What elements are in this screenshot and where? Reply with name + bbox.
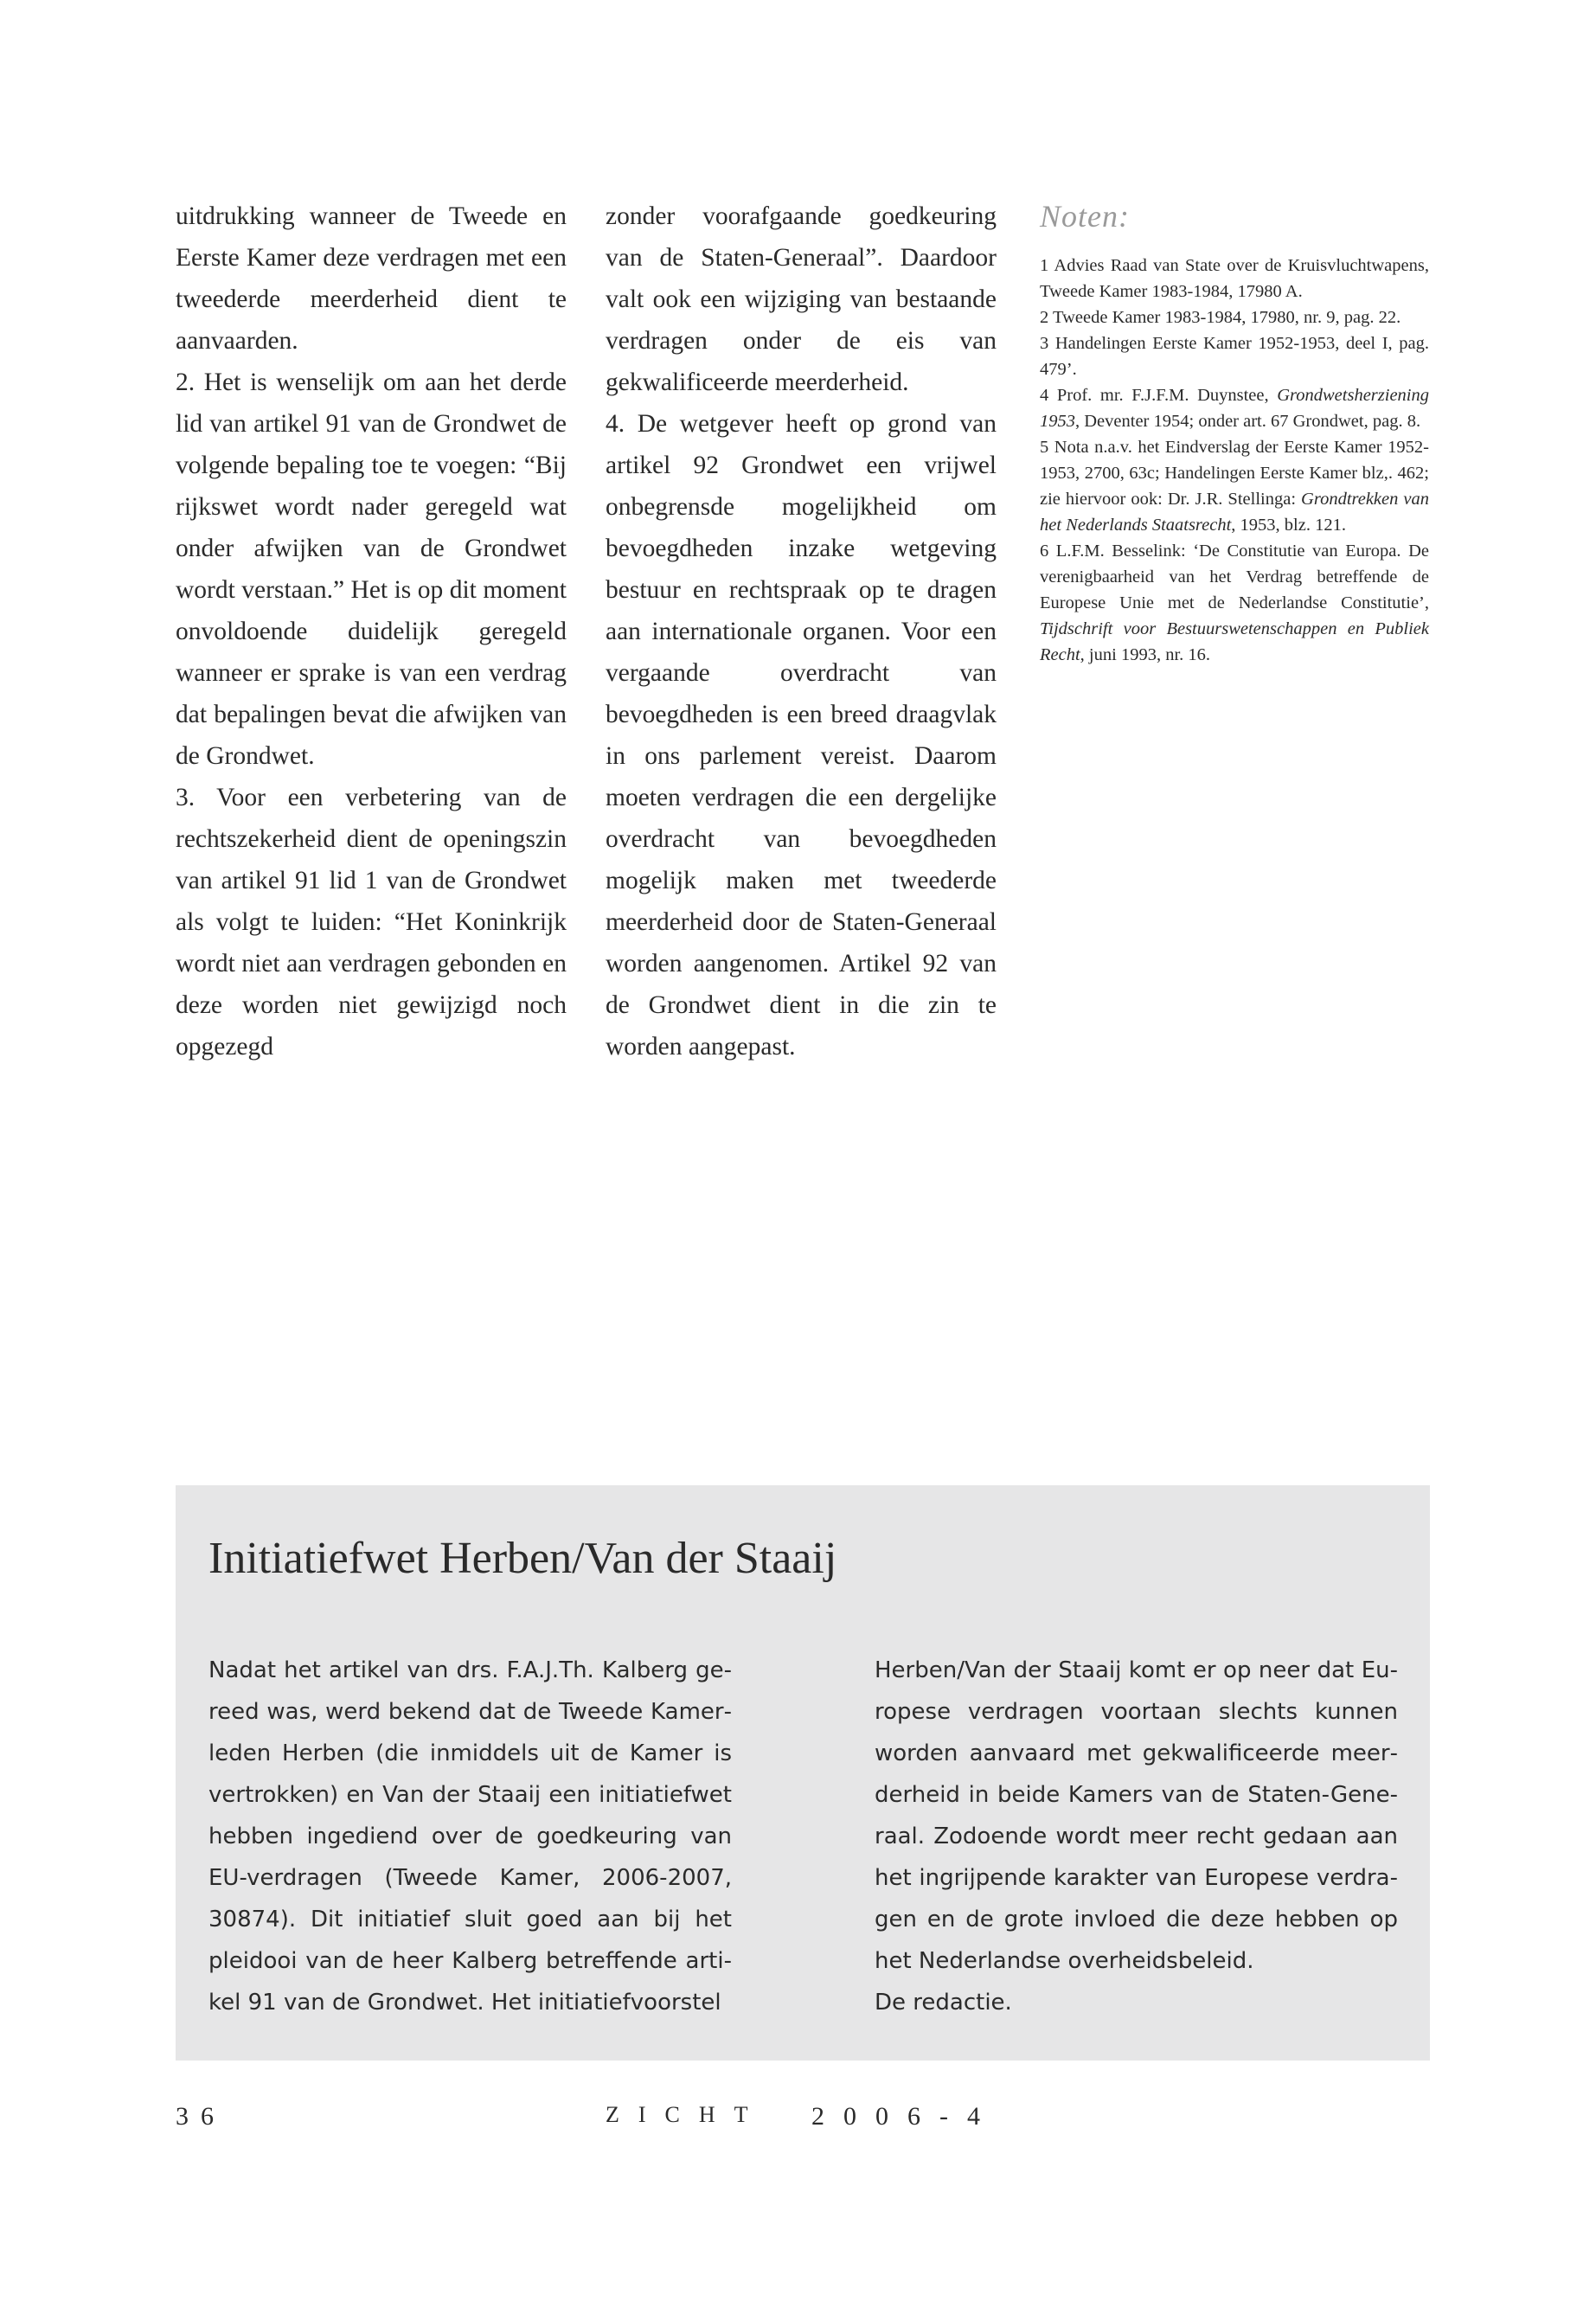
notes-section xyxy=(1040,195,1429,668)
note-item: 6 L.F.M. Besselink: ‘De Constitutie van Europa. De verenigbaarheid van het Verdrag betreffende de Europese Unie met de Nederlandse Constitutie’, Tijdschrift voor Bestuurswetenschappen en Publiek Recht, juni 1993, nr. 16. xyxy=(1040,542,1429,664)
note-item: 2 Tweede Kamer 1983-1984, 17980, nr. 9, pag. 22. xyxy=(1040,308,1401,327)
signature: De redactie. xyxy=(875,1990,1012,2016)
page-number: 36 xyxy=(176,2102,226,2131)
article-column-2 xyxy=(606,195,997,1067)
paragraph: Herben/Van der Staaij komt er op neer dat Europese verdragen voortaan slechts kunnen worden aanvaard met gekwalificeerde meerderheid in beide Kamers van de Staten-Generaal. Zodoende wordt meer recht gedaan aan het ingrijpende karakter van Europese verdragen en de grote invloed die deze hebben op het Nederlandse overheidsbeleid. xyxy=(875,1657,1398,1974)
note-item: 1 Advies Raad van State over de Kruisvluchtwapens, Tweede Kamer 1983-1984, 17980 A. xyxy=(1040,256,1429,301)
paragraph: 2. Het is wenselijk om aan het derde lid van artikel 91 van de Grondwet de volgende bepaling toe te voegen: “Bij rijkswet wordt nader geregeld wat onder afwijken van de Grondwet wordt verstaan.” Het is op dit moment onvoldoende duidelijk geregeld wanneer er sprake is van een verdrag dat bepalingen bevat die afwijken van de Grondwet. xyxy=(176,369,567,770)
box-title: Initiatiefwet Herben/Van der Staaij xyxy=(208,1534,837,1583)
note-item: 5 Nota n.a.v. het Eindverslag der Eerste Kamer 1952-1953, 2700, 63c; Handelingen Eerste Kamer blz,. 462; zie hiervoor ook: Dr. J.R. Stellinga: Grondtrekken van het Nederlands Staatsrecht, 1953, blz. 121. xyxy=(1040,438,1429,535)
paragraph: 4. De wetgever heeft op grond van artikel 92 Grondwet een vrijwel onbegrensde mogelijkheid om bevoegdheden inzake wetgeving bestuur en rechtspraak op te dragen aan internationale organen. Voor een vergaande overdracht van bevoegdheden is een breed draagvlak in ons parlement vereist. Daarom moeten verdragen die een dergelijke overdracht van bevoegdheden mogelijk maken met tweederde meerderheid door de Staten-Generaal worden aangenomen. Artikel 92 van de Grondwet dient in die zin te worden aangepast. xyxy=(606,410,997,1061)
paragraph: uitdrukking wanneer de Tweede en Eerste Kamer deze verdragen met een tweederde meerderheid dient te aanvaarden. xyxy=(176,202,567,355)
box-column-right xyxy=(875,1650,1398,2023)
notes-heading: Noten: xyxy=(1040,199,1130,234)
journal-issue: 2006-4 xyxy=(811,2102,999,2131)
journal-name: ZICHT xyxy=(606,2102,767,2127)
note-item: 4 Prof. mr. F.J.F.M. Duynstee, Grondwetsherziening 1953, Deventer 1954; onder art. 67 Grondwet, pag. 8. xyxy=(1040,386,1429,431)
paragraph: Nadat het artikel van drs. F.A.J.Th. Kalberg gereed was, werd bekend dat de Tweede Kamerleden Herben (die inmiddels uit de Kamer is vertrokken) en Van der Staaij een initiatiefwet hebben ingediend over de goedkeuring van EU-verdragen (Tweede Kamer, 2006-2007, 30874). Dit initiatief sluit goed aan bij het pleidooi van de heer Kalberg betreffende artikel 91 van de Grondwet. Het initiatiefvoorstel xyxy=(208,1657,732,2016)
article-column-1 xyxy=(176,195,567,1067)
paragraph: zonder voorafgaande goedkeuring van de Staten-Generaal”. Daardoor valt ook een wijziging van bestaande verdragen onder de eis van gekwalificeerde meerderheid. xyxy=(606,202,997,396)
box-column-left xyxy=(208,1650,732,2023)
note-item: 3 Handelingen Eerste Kamer 1952-1953, deel I, pag. 479’. xyxy=(1040,334,1429,379)
editorial-box xyxy=(176,1485,1430,2061)
paragraph: 3. Voor een verbetering van de rechtszekerheid dient de openingszin van artikel 91 lid 1 van de Grondwet als volgt te luiden: “Het Koninkrijk wordt niet aan verdragen gebonden en deze worden niet gewijzigd noch opgezegd xyxy=(176,784,567,1061)
